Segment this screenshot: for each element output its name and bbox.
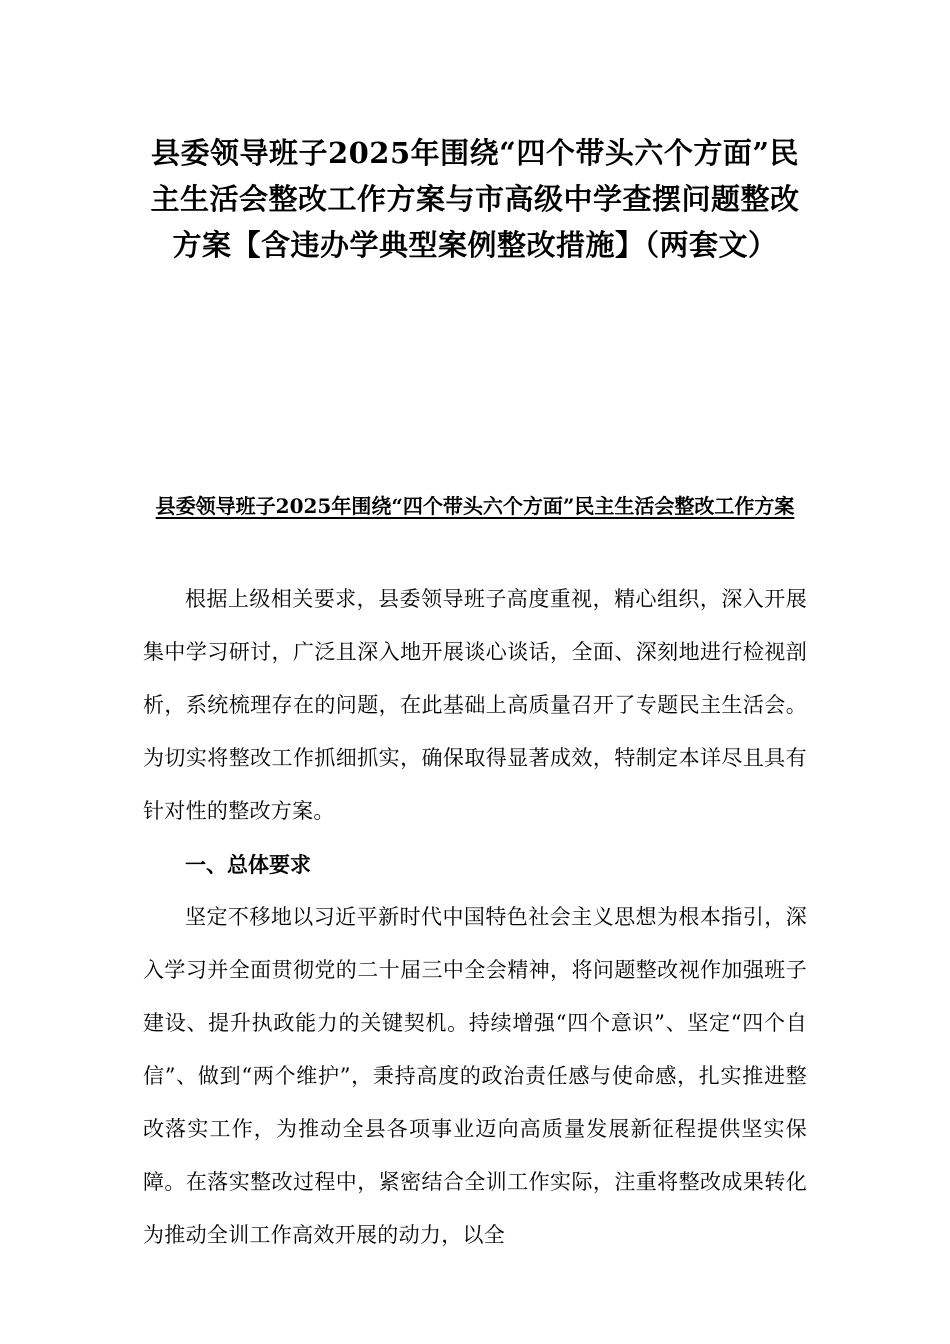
document-main-title: 县委领导班子2025年围绕“四个带头六个方面”民主生活会整改工作方案与市高级中学查摆问题整改方案【含违办学典型案例整改措施】（两套文）: [150, 136, 800, 262]
heading-general-requirements: 一、总体要求: [185, 852, 311, 877]
general-requirements-paragraph: 坚定不移地以习近平新时代中国特色社会主义思想为根本指引，深入学习并全面贯彻党的二十届三中全会精神，将问题整改视作加强班子建设、提升执政能力的关键契机。持续增强“四个意识”、坚定“四个自信”、做到“两个维护”，秉持高度的政治责任感与使命感，扎实推进整改落实工作，为推动全县各项事业迈向高质量发展新征程提供坚实保障。在落实整改过程中，紧密结合全训工作实际，注重将整改成果转化为推动全训工作高效开展的动力，以全: [143, 905, 807, 1247]
intro-paragraph: 根据上级相关要求，县委领导班子高度重视，精心组织，深入开展集中学习研讨，广泛且深入地开展谈心谈话，全面、深刻地进行检视剖析，系统梳理存在的问题，在此基础上高质量召开了专题民主生活会。为切实将整改工作抓细抓实，确保取得显著成效，特制定本详尽且具有针对性的整改方案。: [143, 587, 807, 823]
document-body: [143, 573, 807, 1262]
section-title: 县委领导班子2025年围绕“四个带头六个方面”民主生活会整改工作方案: [155, 494, 795, 518]
